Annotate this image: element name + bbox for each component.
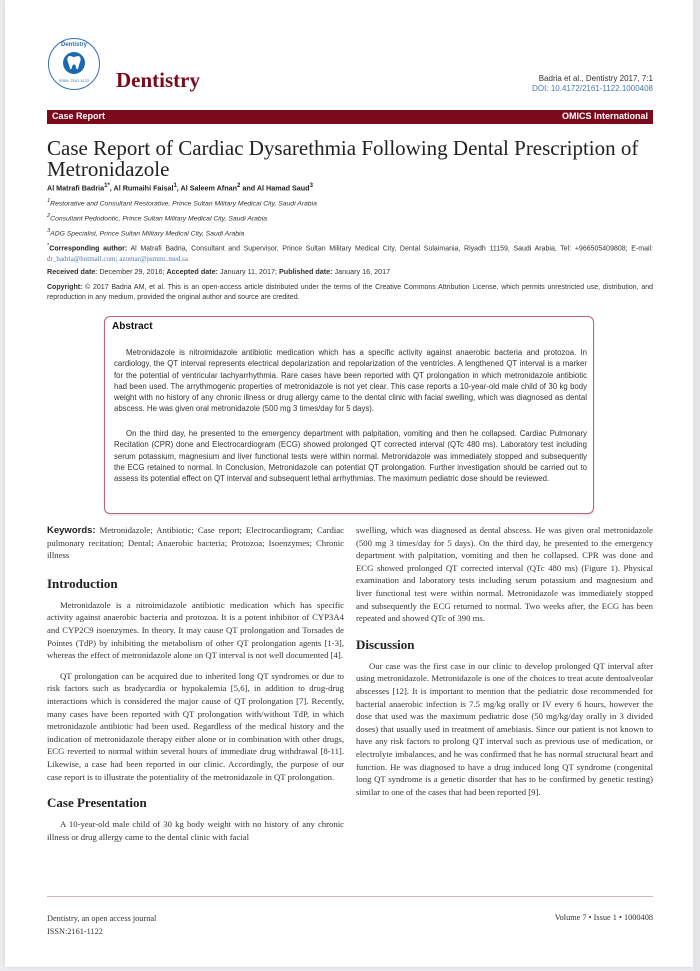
author-sup: 2: [236, 183, 241, 189]
body-paragraph: A 10-year-old male child of 30 kg body weight with no history of any chronic illness or drug allergy came to the dental clinic with facial: [47, 819, 344, 842]
footer-journal-info: [47, 913, 156, 938]
logo-top-text: Dentistry: [60, 42, 87, 48]
affiliation-sup: 1: [47, 198, 51, 204]
logo-issn-text: ISSN: 2161-1122: [58, 78, 90, 83]
affiliation-text: ADG Specialist, Prince Sultan Military Medical City, Saudi Arabia: [50, 230, 245, 238]
journal-name: Dentistry: [116, 68, 200, 92]
body-paragraph: Our case was the first case in our clinic to develop prolonged QT interval after using metronidazole. Metronidazole is one of the choices to treat acute dentoalveolar abscesses [12]. It is important to mention that the pediatric dose recommended for bacterial anaerobic infection is 7.5 mg/kg orally or IV every 6 hours, however the dose that used was the maximum pediatric dose (50 mg/kg/day orally in 3 divided doses) that usually used in treatment of amebiasis. Since our patient is not known to have any risk factors to prolong QT interval such as previous use of medication, or electrolyte imbalances, and he was confirmed that he has normal structural heart and function. He was diagnosed to have a drug induced long QT syndrome (congenital long QT syndrome is a genetic disorder that has to be confirmed by genetic testing) similar to one of the cases that had been reported [9].: [356, 660, 653, 797]
author-sup: 1: [173, 183, 177, 189]
author-name: Al Rumaihi Faisal: [113, 183, 174, 193]
abstract-box: [104, 316, 594, 514]
citation-text: Badria et al., Dentistry 2017, 7:1: [538, 74, 653, 83]
article-type-label: Case Report: [52, 111, 106, 121]
affiliation-sup: 3: [47, 228, 51, 234]
affiliation: [47, 213, 267, 222]
doi-link[interactable]: DOI: 10.4172/2161-1122.1000408: [532, 84, 653, 93]
keywords-label: Keywords:: [47, 525, 96, 536]
body-paragraph: Metronidazole is a nitroimidazole antibiotic medication which has specific activity against anaerobic bacteria and protozoa. It is a potent inhibitor of CYP3A4 and CYP2C9 isoenzymes. In theory. It may cause QT prolongation and Torsades de Pointes (TdP) by inhibiting the metabolism of other QT prolongation agents [1-3], whereas the effect of metronidazole alone on QT interval is not well documented [4].: [47, 599, 344, 661]
abstract-heading: Abstract: [112, 321, 153, 332]
introduction-heading: Introduction: [47, 575, 118, 591]
footer-issn: ISSN:2161-1122: [47, 926, 103, 936]
citation-block: [532, 74, 653, 94]
author-sup: 3: [309, 183, 313, 189]
abstract-paragraph: Metronidazole is nitroimidazole antibiotic medication which has a specific activity against anaerobic bacteria and protozoa. In cardiology, the QT interval represents electrical depolarization and repolarization of the ventricles. A lengthened QT interval is a marker for the potential of ventricular tachyarrhythmia. Rare cases have been reported with QT prolongation in which metronidazole antibiotic had been used. The arrythmogenic properties of metronidazole is not yet clear. This case reports a 10-year-old male child of 30 kg body weight with no history of any chronic illness or drug allergy came to the dental clinic with facial swelling, which was diagnosed as dental abscess. He was given oral metronidazole (500 mg 3 times/day for 5 days).: [114, 348, 587, 414]
affiliation-sup: 2: [47, 213, 51, 219]
body-paragraph: swelling, which was diagnosed as dental abscess. He was given oral metronidazole (500 mg 3 times/day for 5 days). On the third day, he presented to the emergency department with palpitation, vomiting and then he collapsed. CPR was done and ECG showed prolonged QT corrected interval (QTc 480 ms) (Figure 1). Physical examination and laboratory tests including serum potassium and magnesium and liver functional test were within normal. Metronidazole was immediately stopped and subsequently the ECG returned to normal. Two weeks after, the ECG has been repeated and showed QTc of 390 ms.: [356, 525, 653, 624]
viewer-edge: [694, 0, 700, 971]
article-type-bar: [47, 110, 653, 124]
email-link[interactable]: azomar@psmmc.med.sa: [119, 255, 189, 264]
received-label: Received date: [47, 267, 96, 276]
left-column: [47, 524, 344, 843]
publisher-label: OMICS International: [561, 111, 648, 121]
copyright-label: Copyright:: [47, 284, 83, 291]
copyright-notice: [47, 283, 653, 302]
corresponding-text: Al Matrafi Badria, Consultant and Supervisor, Prince Sultan Military Medical City, Dental Sulaimania, Riyadh 11159, Saudi Arabia, Tel: +966505409808; E-mail:: [130, 245, 654, 253]
footer-volume: Volume 7 • Issue 1 • 1000408: [554, 913, 653, 922]
footer-journal-line: Dentistry, an open access journal: [47, 914, 157, 923]
journal-logo: [48, 38, 100, 90]
affiliation: [47, 228, 244, 237]
right-column: [356, 524, 653, 798]
author-sup: 1*: [104, 183, 110, 189]
published-date: January 16, 2017: [332, 267, 391, 276]
article-dates: [47, 267, 390, 276]
discussion-heading: Discussion: [356, 636, 415, 652]
affiliation-text: Restorative and Consultant Restorative, Prince Sultan Military Medical City, Saudi Arabia: [50, 200, 317, 208]
abstract-paragraph: On the third day, he presented to the emergency department with palpitation, vomiting and then he collapsed. Cardiac Pulmonary Recitation (CPR) done and Electrocardiogram (ECG) showed prolonged QT corrected interval (QTc 480 ms). Laboratory test including serum potassium, magnesium and liver functional tests were within normal. Metronidazole was immediately stopped and subsequently the ECG retained to normal. In Conclusion, Metronidazole can potentiat QT prolongation. Further investigation should be carried out to assess its potential effect on QT interval and subsequent lethal arrhythmias. The maximum pediatric dose should be reviewed.: [114, 429, 587, 484]
keywords: [47, 524, 344, 562]
case-presentation-heading: Case Presentation: [47, 795, 147, 811]
received-date: : December 29, 2016;: [95, 267, 165, 276]
published-label: Published date:: [279, 267, 333, 276]
corresponding-author: *Corresponding author: Al Matrafi Badria, Consultant and Supervisor, Prince Sultan Military Medical City, Dental Sulaimania, Riyadh 11159, Saudi Arabia, Tel: +966505409808; E-mail: dr_badria@hotmail.com; azomar@psmmc.med.sa: [47, 243, 654, 264]
affiliation: [47, 198, 317, 207]
author-name: Al Matrafi Badria: [47, 183, 105, 193]
copyright-text: © 2017 Badria AM, et al. This is an open-access article distributed under the terms of the Creative Commons Attribution License, which permits unrestricted use, distribution, and reproduction in any medium, provided the original author and source are credited.: [47, 284, 653, 301]
accepted-label: Accepted date:: [166, 267, 218, 276]
footer-divider: [47, 896, 653, 897]
article-title: Case Report of Cardiac Dysarethmia Following Dental Prescription of Metronidazole: [47, 136, 639, 181]
author-name: Al Saleem Afnan: [180, 183, 237, 193]
author-name: Al Hamad Saud: [256, 183, 310, 193]
accepted-date: January 11, 2017;: [218, 267, 278, 276]
affiliation-text: Consultant Pedodontic, Prince Sultan Military Medical City, Saudi Arabia: [50, 215, 268, 223]
body-paragraph: QT prolongation can be acquired due to inherited long QT syndromes or due to risk factors such as bradycardia or hypokalemia [5,6], in addition to drug-drug interactions which is considered the major cause of QT prolongation [7]. Recently, many cases have been reported with QT prolongation with/without TdP, in which metronidazole antibiotic had been used. Regardless of the medical history and the indication of metronidazole therapy either alone or in combination with other drugs, ECG reverted to normal within several hours of immediate drug withdrawal [8-11]. Likewise, a case had been reported in our clinic. Accordingly, the purpose of our case report is to illustrate the potentiality of the metronidazole in QT prolongation.: [47, 670, 344, 782]
tooth-icon: [63, 52, 85, 74]
email-link[interactable]: dr_badria@hotmail.com;: [47, 255, 118, 264]
corresponding-label: Corresponding author:: [49, 245, 128, 253]
keywords-text: Metronidazole; Antibiotic; Case report; Electrocardiogram; Cardiac pulmonary recitation; Dental; Anaerobic bacteria; Protozoa; Isoenzymes; Chronic illness: [47, 525, 345, 561]
author-list: Al Matrafi Badria$^{1*}$, Al Rumaihi Faisal$^1$, Al Saleem Afnan$^2$ and Al Hamad Saud$^3$: [47, 183, 313, 193]
